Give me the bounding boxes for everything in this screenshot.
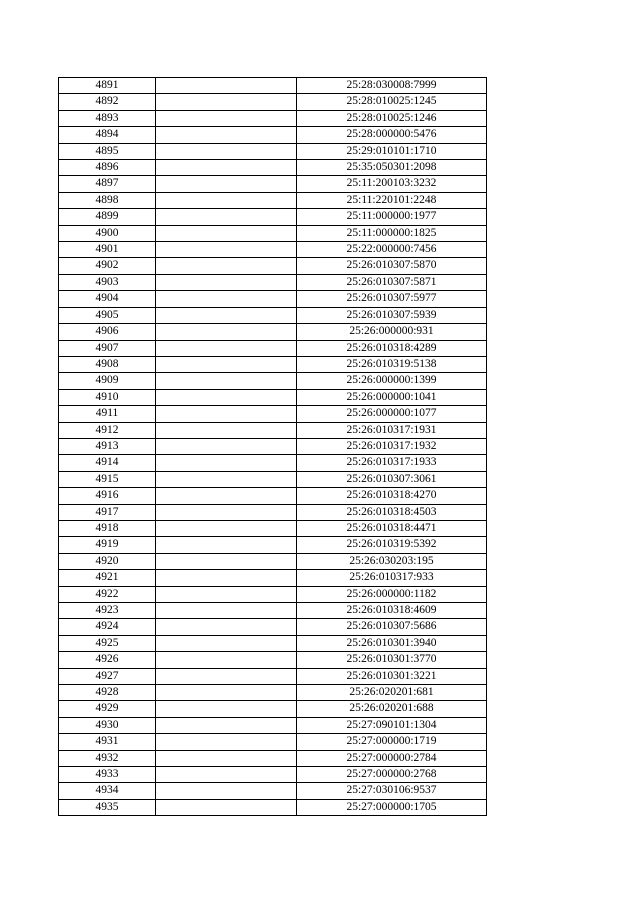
table-row	[59, 455, 487, 471]
cadastral-number-cell: 25:11:200103:3232	[297, 176, 487, 192]
cadastral-number-cell: 25:26:010319:5138	[297, 356, 487, 372]
row-number-cell: 4907	[59, 340, 156, 356]
cadastral-number-cell: 25:26:010301:3940	[297, 635, 487, 651]
cadastral-number-cell: 25:26:010301:3770	[297, 652, 487, 668]
table-row	[59, 537, 487, 553]
table-row	[59, 160, 487, 176]
row-number-cell: 4930	[59, 717, 156, 733]
table-row	[59, 603, 487, 619]
table-row	[59, 717, 487, 733]
empty-cell	[156, 488, 297, 504]
empty-cell	[156, 406, 297, 422]
row-number-cell: 4914	[59, 455, 156, 471]
table-row	[59, 340, 487, 356]
cadastral-number-cell: 25:26:010318:4289	[297, 340, 487, 356]
empty-cell	[156, 340, 297, 356]
row-number-cell: 4925	[59, 635, 156, 651]
row-number-cell: 4915	[59, 471, 156, 487]
cadastral-number-cell: 25:11:000000:1825	[297, 225, 487, 241]
cadastral-number-cell: 25:29:010101:1710	[297, 143, 487, 159]
row-number-cell: 4891	[59, 78, 156, 94]
empty-cell	[156, 127, 297, 143]
registry-table	[58, 77, 487, 816]
cadastral-number-cell: 25:27:000000:1719	[297, 734, 487, 750]
row-number-cell: 4935	[59, 799, 156, 815]
empty-cell	[156, 176, 297, 192]
row-number-cell: 4911	[59, 406, 156, 422]
row-number-cell: 4892	[59, 94, 156, 110]
cadastral-number-cell: 25:26:010307:5977	[297, 291, 487, 307]
row-number-cell: 4900	[59, 225, 156, 241]
cadastral-number-cell: 25:26:010307:5686	[297, 619, 487, 635]
row-number-cell: 4913	[59, 438, 156, 454]
cadastral-number-cell: 25:26:010317:1932	[297, 438, 487, 454]
empty-cell	[156, 553, 297, 569]
empty-cell	[156, 110, 297, 126]
table-row	[59, 767, 487, 783]
table-row	[59, 143, 487, 159]
row-number-cell: 4931	[59, 734, 156, 750]
empty-cell	[156, 750, 297, 766]
row-number-cell: 4904	[59, 291, 156, 307]
row-number-cell: 4896	[59, 160, 156, 176]
row-number-cell: 4908	[59, 356, 156, 372]
table-row	[59, 356, 487, 372]
empty-cell	[156, 734, 297, 750]
empty-cell	[156, 356, 297, 372]
empty-cell	[156, 471, 297, 487]
table-row	[59, 225, 487, 241]
empty-cell	[156, 717, 297, 733]
row-number-cell: 4920	[59, 553, 156, 569]
cadastral-number-cell: 25:26:010318:4270	[297, 488, 487, 504]
table-row	[59, 570, 487, 586]
row-number-cell: 4932	[59, 750, 156, 766]
cadastral-number-cell: 25:26:010318:4471	[297, 520, 487, 536]
cadastral-number-cell: 25:26:010317:1933	[297, 455, 487, 471]
table-row	[59, 242, 487, 258]
row-number-cell: 4894	[59, 127, 156, 143]
cadastral-number-cell: 25:11:000000:1977	[297, 209, 487, 225]
cadastral-number-cell: 25:26:010319:5392	[297, 537, 487, 553]
empty-cell	[156, 291, 297, 307]
empty-cell	[156, 274, 297, 290]
cadastral-number-cell: 25:27:030106:9537	[297, 783, 487, 799]
empty-cell	[156, 94, 297, 110]
row-number-cell: 4909	[59, 373, 156, 389]
cadastral-number-cell: 25:28:030008:7999	[297, 78, 487, 94]
cadastral-number-cell: 25:27:000000:1705	[297, 799, 487, 815]
cadastral-number-cell: 25:26:010307:5871	[297, 274, 487, 290]
row-number-cell: 4916	[59, 488, 156, 504]
empty-cell	[156, 603, 297, 619]
cadastral-number-cell: 25:26:000000:931	[297, 324, 487, 340]
row-number-cell: 4919	[59, 537, 156, 553]
cadastral-number-cell: 25:26:010307:3061	[297, 471, 487, 487]
table-row	[59, 78, 487, 94]
empty-cell	[156, 307, 297, 323]
cadastral-number-cell: 25:26:010317:933	[297, 570, 487, 586]
empty-cell	[156, 192, 297, 208]
empty-cell	[156, 504, 297, 520]
empty-cell	[156, 422, 297, 438]
cadastral-number-cell: 25:26:010307:5939	[297, 307, 487, 323]
empty-cell	[156, 783, 297, 799]
table-row	[59, 701, 487, 717]
table-row	[59, 389, 487, 405]
empty-cell	[156, 619, 297, 635]
empty-cell	[156, 685, 297, 701]
row-number-cell: 4933	[59, 767, 156, 783]
table-row	[59, 586, 487, 602]
empty-cell	[156, 209, 297, 225]
cadastral-number-cell: 25:26:000000:1182	[297, 586, 487, 602]
table-row	[59, 783, 487, 799]
table-row	[59, 192, 487, 208]
empty-cell	[156, 455, 297, 471]
table-row	[59, 274, 487, 290]
row-number-cell: 4923	[59, 603, 156, 619]
table-row	[59, 209, 487, 225]
row-number-cell: 4898	[59, 192, 156, 208]
empty-cell	[156, 586, 297, 602]
table-row	[59, 307, 487, 323]
table-row	[59, 652, 487, 668]
table-row	[59, 635, 487, 651]
empty-cell	[156, 373, 297, 389]
empty-cell	[156, 799, 297, 815]
table-row	[59, 176, 487, 192]
cadastral-number-cell: 25:26:000000:1041	[297, 389, 487, 405]
row-number-cell: 4922	[59, 586, 156, 602]
row-number-cell: 4921	[59, 570, 156, 586]
table-row	[59, 520, 487, 536]
table-row	[59, 799, 487, 815]
row-number-cell: 4902	[59, 258, 156, 274]
table-row	[59, 553, 487, 569]
row-number-cell: 4910	[59, 389, 156, 405]
empty-cell	[156, 258, 297, 274]
row-number-cell: 4924	[59, 619, 156, 635]
table-row	[59, 94, 487, 110]
empty-cell	[156, 242, 297, 258]
empty-cell	[156, 389, 297, 405]
cadastral-number-cell: 25:26:010317:1931	[297, 422, 487, 438]
table-row	[59, 110, 487, 126]
empty-cell	[156, 570, 297, 586]
table-row	[59, 504, 487, 520]
row-number-cell: 4928	[59, 685, 156, 701]
empty-cell	[156, 225, 297, 241]
registry-table-body	[59, 78, 487, 816]
table-row	[59, 668, 487, 684]
row-number-cell: 4905	[59, 307, 156, 323]
empty-cell	[156, 520, 297, 536]
cadastral-number-cell: 25:27:090101:1304	[297, 717, 487, 733]
empty-cell	[156, 324, 297, 340]
empty-cell	[156, 78, 297, 94]
cadastral-number-cell: 25:26:000000:1399	[297, 373, 487, 389]
table-row	[59, 734, 487, 750]
row-number-cell: 4903	[59, 274, 156, 290]
row-number-cell: 4912	[59, 422, 156, 438]
table-row	[59, 127, 487, 143]
cadastral-number-cell: 25:26:010318:4609	[297, 603, 487, 619]
table-row	[59, 438, 487, 454]
table-row	[59, 488, 487, 504]
cadastral-number-cell: 25:27:000000:2768	[297, 767, 487, 783]
empty-cell	[156, 701, 297, 717]
cadastral-number-cell: 25:26:000000:1077	[297, 406, 487, 422]
row-number-cell: 4906	[59, 324, 156, 340]
cadastral-number-cell: 25:26:010318:4503	[297, 504, 487, 520]
row-number-cell: 4899	[59, 209, 156, 225]
empty-cell	[156, 668, 297, 684]
cadastral-number-cell: 25:11:220101:2248	[297, 192, 487, 208]
empty-cell	[156, 652, 297, 668]
cadastral-number-cell: 25:26:020201:688	[297, 701, 487, 717]
table-row	[59, 258, 487, 274]
row-number-cell: 4897	[59, 176, 156, 192]
cadastral-number-cell: 25:26:010307:5870	[297, 258, 487, 274]
empty-cell	[156, 438, 297, 454]
row-number-cell: 4895	[59, 143, 156, 159]
row-number-cell: 4926	[59, 652, 156, 668]
cadastral-number-cell: 25:28:000000:5476	[297, 127, 487, 143]
empty-cell	[156, 143, 297, 159]
empty-cell	[156, 767, 297, 783]
cadastral-number-cell: 25:26:030203:195	[297, 553, 487, 569]
cadastral-number-cell: 25:22:000000:7456	[297, 242, 487, 258]
table-row	[59, 619, 487, 635]
row-number-cell: 4917	[59, 504, 156, 520]
table-row	[59, 422, 487, 438]
cadastral-number-cell: 25:26:010301:3221	[297, 668, 487, 684]
row-number-cell: 4918	[59, 520, 156, 536]
cadastral-number-cell: 25:28:010025:1245	[297, 94, 487, 110]
row-number-cell: 4929	[59, 701, 156, 717]
table-row	[59, 324, 487, 340]
empty-cell	[156, 537, 297, 553]
table-row	[59, 373, 487, 389]
row-number-cell: 4901	[59, 242, 156, 258]
empty-cell	[156, 160, 297, 176]
row-number-cell: 4893	[59, 110, 156, 126]
cadastral-number-cell: 25:27:000000:2784	[297, 750, 487, 766]
table-row	[59, 406, 487, 422]
empty-cell	[156, 635, 297, 651]
row-number-cell: 4927	[59, 668, 156, 684]
table-row	[59, 471, 487, 487]
cadastral-number-cell: 25:26:020201:681	[297, 685, 487, 701]
row-number-cell: 4934	[59, 783, 156, 799]
cadastral-number-cell: 25:28:010025:1246	[297, 110, 487, 126]
table-row	[59, 685, 487, 701]
cadastral-number-cell: 25:35:050301:2098	[297, 160, 487, 176]
table-row	[59, 291, 487, 307]
table-row	[59, 750, 487, 766]
